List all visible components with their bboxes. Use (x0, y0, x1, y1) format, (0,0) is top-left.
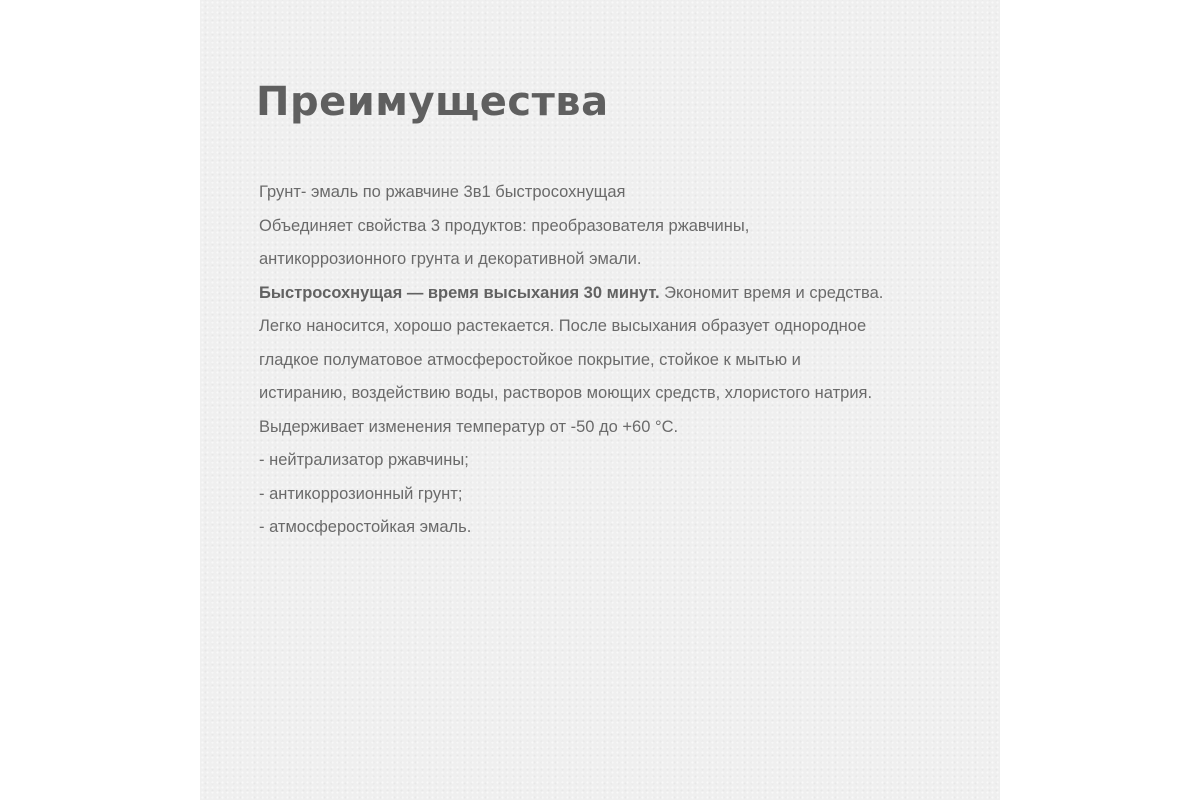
text-line: Грунт- эмаль по ржавчине 3в1 быстросохнущая (259, 183, 626, 201)
list-item: - нейтрализатор ржавчины; (259, 451, 469, 469)
content-panel (200, 0, 1000, 800)
drying-time-highlight: Быстросохнущая — время высыхания 30 минут. (259, 283, 660, 302)
text-line: антикоррозионного грунта и декоративной эмали. (259, 250, 642, 268)
text-line: гладкое полуматовое атмосферостойкое покрытие, стойкое к мытью и (259, 350, 801, 369)
drying-time-rest: Экономит время и средства. (659, 283, 884, 302)
text-line: Легко наносится, хорошо растекается. После высыхания образует однородное (259, 317, 867, 335)
list-item: - антикоррозионный грунт; (259, 484, 463, 503)
list-item: - атмосферостойкая эмаль. (259, 518, 472, 536)
text-line: Выдерживает изменения температур от -50 до +60 °С. (259, 417, 679, 436)
description-text (259, 176, 979, 545)
page-title: Преимущества (256, 79, 609, 125)
text-line: Объединяет свойства 3 продуктов: преобразователя ржавчины, (259, 216, 750, 235)
text-line: истиранию, воздействию воды, растворов моющих средств, хлористого натрия. (259, 384, 873, 402)
text-line-drying-time (259, 277, 979, 311)
